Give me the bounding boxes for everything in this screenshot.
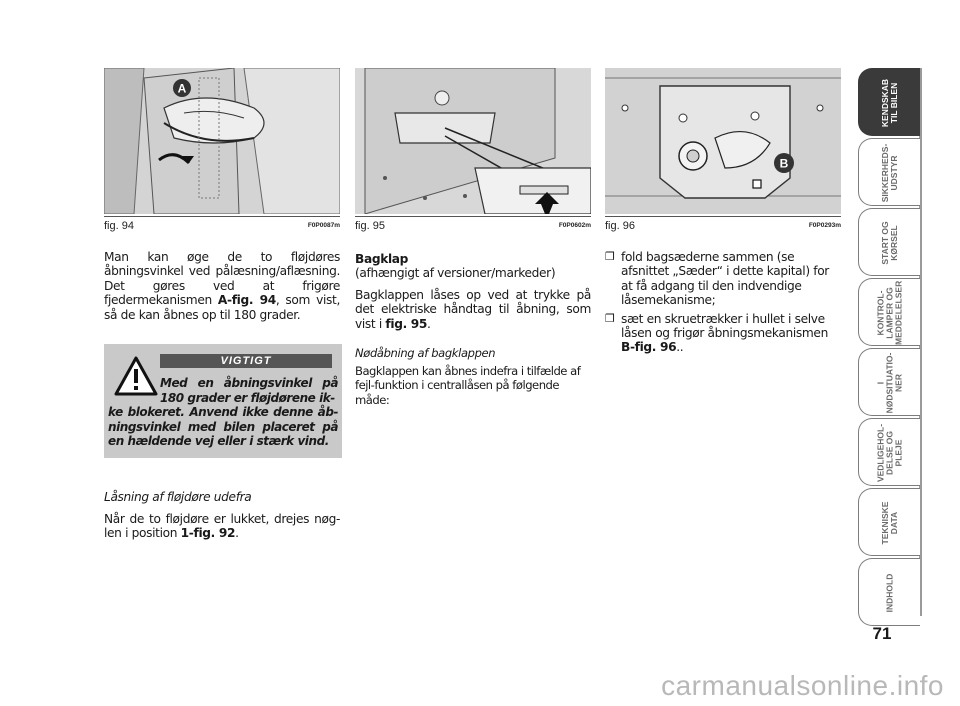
col2-heading-block (355, 252, 591, 281)
figure-caption: fig. 96 (605, 220, 635, 232)
section-heading: Bagklap (355, 252, 409, 266)
figure-caption: fig. 94 (104, 220, 134, 232)
warning-text (108, 376, 338, 449)
bullet-item (605, 312, 841, 355)
figure-96-image (605, 68, 841, 214)
tab-vedligeholdelse[interactable] (858, 418, 920, 486)
figure-code: F0P0087m (307, 222, 340, 229)
warning-title: VIGTIGT (160, 354, 332, 368)
col1-subheading: Låsning af fløjdøre udefra (104, 490, 252, 504)
svg-text:A: A (177, 81, 187, 96)
lock-mechanism-illustration (605, 68, 841, 214)
tab-kontrollamper[interactable] (858, 278, 920, 346)
figure-95-image (355, 68, 591, 214)
page-number: 71 (872, 624, 892, 643)
warning-text-rest: ke blokeret. Anvend ikke denne åb-ningsvinkel med bilen placeret på en hældende vej eller i stærk vind. (108, 405, 338, 449)
figure-95-caption-bar (355, 216, 591, 232)
col3-bullets (605, 250, 841, 359)
col1-para1-tail: , som vist, så de kan åbnes op til 180 grader. (104, 293, 340, 322)
tab-label: SIKKERHEDS-UDSTYR (880, 143, 899, 203)
callout-a-icon (172, 78, 192, 98)
tab-sikkerhedsudstyr[interactable] (858, 138, 920, 206)
col2-paragraph-2: Bagklappen kan åbnes indefra i tilfælde af fejl-funktion i centrallåsen på følgende måde: (355, 364, 581, 407)
col1-paragraph-1 (104, 250, 340, 322)
figure-96-caption-bar (605, 216, 841, 232)
figure-94-image (104, 68, 340, 214)
tab-indhold[interactable] (858, 558, 920, 626)
col2-subheading: Nødåbning af bagklappen (355, 346, 496, 360)
tab-label: INDHOLD (884, 573, 895, 613)
figure-reference: 1-fig. 92 (180, 526, 236, 541)
bullet-marker: ❒ (605, 250, 615, 263)
col1-para1-text: Man kan øge de to fløjdøres åbningsvinkel ved pålæsning/aflæsning. Det gøres ved at frigøre fjedermekanismen (104, 250, 340, 308)
figure-reference: B-fig. 96 (621, 340, 677, 355)
tab-label: I NØDSITUATIO-NER (875, 352, 904, 414)
callout-b-icon (773, 152, 795, 174)
col1-paragraph-2 (104, 512, 340, 541)
tailgate-handle-illustration (355, 68, 591, 214)
tab-label: KENDSKAB TIL BILEN (880, 78, 899, 128)
warning-text-first: Med en åbningsvinkel på 180 grader er fløjdørene ik- (160, 376, 338, 405)
bullet-text-main: sæt en skruetrækker i hullet i selve låsen og frigør åbningsmekanismen (621, 311, 828, 341)
bullet-text (621, 312, 841, 355)
door-hinge-illustration (104, 68, 340, 214)
bullet-text: fold bagsæderne sammen (se afsnittet „Sæder“ i dette kapital) for at få adgang til den indvendige låsemekanisme; (621, 250, 829, 308)
figure-code: F0P0293m (808, 222, 841, 229)
figure-reference: fig. 95 (385, 316, 428, 331)
warning-box (104, 344, 342, 458)
bullet-item (605, 250, 841, 308)
bullet-marker: ❒ (605, 311, 615, 325)
svg-text:B: B (779, 156, 789, 171)
bullet-text-tail: .. (676, 340, 684, 355)
tab-label: TEKNISKE DATA (880, 501, 899, 545)
tab-tekniske-data[interactable] (858, 488, 920, 556)
figure-reference: A-fig. 94 (217, 293, 276, 308)
tab-nodsituationer[interactable] (858, 348, 920, 416)
col2-para1-tail: . (427, 316, 431, 331)
col1-para2-text: Når de to fløjdøre er lukket, drejes nøg-len i position (104, 512, 340, 541)
tab-label: KONTROL-LAMPER OG MEDDELELSER (875, 280, 904, 345)
watermark: carmanualsonline.info (661, 670, 944, 701)
figure-code: F0P0602m (558, 222, 591, 229)
tab-start-og-korsel[interactable] (858, 208, 920, 276)
col2-para1-text: Bagklappen låses op ved at trykke på det elektriske håndtag til åbning, som vist i (355, 288, 591, 331)
col2-paragraph-1 (355, 288, 591, 331)
figure-caption: fig. 95 (355, 220, 385, 232)
tab-label: VEDLIGEHOL-DELSE OG PLEJE (875, 423, 904, 483)
tab-label: START OG KØRSEL (880, 221, 899, 265)
section-heading-note: (afhængigt af versioner/markeder) (355, 266, 556, 281)
tab-kendskab-til-bilen[interactable] (858, 68, 920, 136)
col1-para2-tail: . (235, 526, 239, 541)
figure-94-caption-bar (104, 216, 340, 232)
